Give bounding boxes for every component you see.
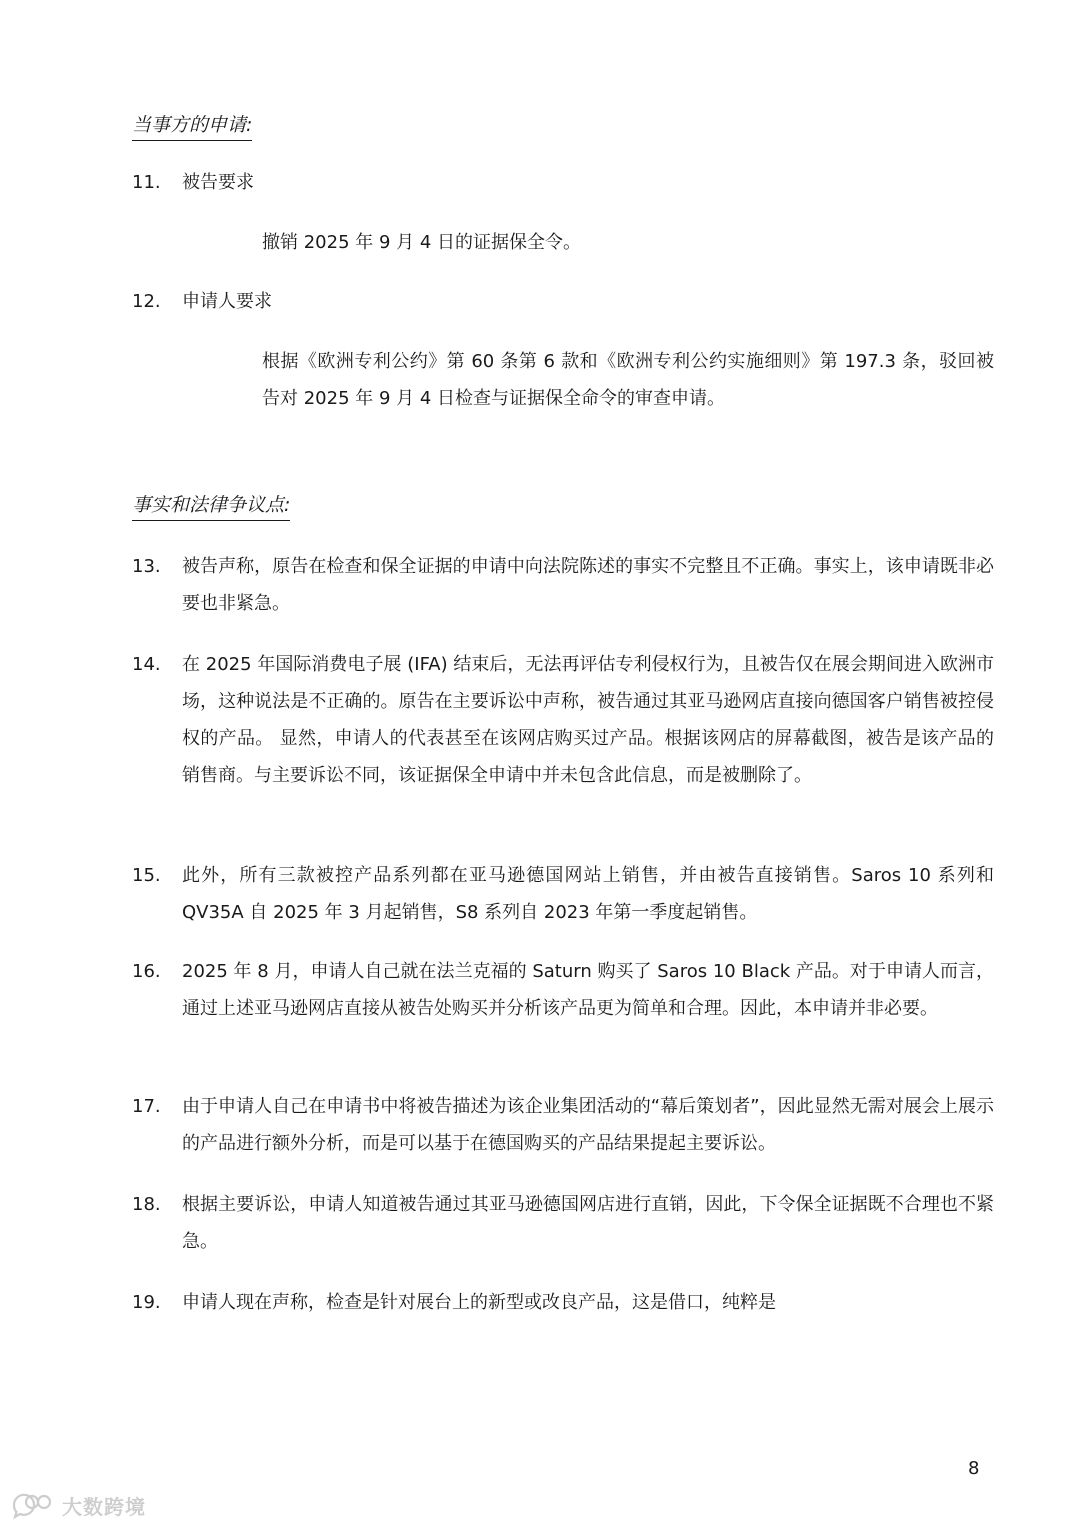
paragraph-number: 19. bbox=[132, 1292, 161, 1313]
paragraph-text: 被告要求 bbox=[182, 172, 254, 193]
watermark bbox=[10, 1490, 146, 1520]
paragraph-text: 申请人现在声称，检查是针对展台上的新型或改良产品，这是借口，纯粹是 bbox=[182, 1292, 776, 1313]
paragraph-text: 在 2025 年国际消费电子展 (IFA) 结束后，无法再评估专利侵权行为，且被告仅在展会期间进入欧洲市场，这种说法是不正确的。原告在主要诉讼中声称，被告通过其亚马逊网店直接向德国客户销售被控侵权的产品。 显然，申请人的代表甚至在该网店购买过产品。根据该网店的屏幕截图，被告是该产品的销售商。与主要诉讼不同，该证据保全申请中并未包含此信息，而是被删除了。 bbox=[182, 654, 994, 786]
paragraph-14 bbox=[132, 646, 994, 794]
paragraph-text: 根据主要诉讼，申请人知道被告通过其亚马逊德国网店进行直销，因此，下令保全证据既不合理也不紧急。 bbox=[182, 1194, 994, 1252]
paragraph-text: 此外，所有三款被控产品系列都在亚马逊德国网站上销售，并由被告直接销售。Saros 10 系列和 QV35A 自 2025 年 3 月起销售，S8 系列自 2023 年第一季度起销售。 bbox=[182, 865, 994, 923]
paragraph-number: 17. bbox=[132, 1096, 161, 1117]
paragraph-11 bbox=[132, 164, 994, 201]
paragraph-13 bbox=[132, 548, 994, 622]
paragraph-text: 被告声称，原告在检查和保全证据的申请中向法院陈述的事实不完整且不正确。事实上，该申请既非必要也非紧急。 bbox=[182, 556, 994, 614]
section-heading-facts: 事实和法律争议点: bbox=[132, 493, 290, 521]
paragraph-17 bbox=[132, 1088, 994, 1162]
paragraph-number: 15. bbox=[132, 865, 161, 886]
defendant-request-text: 撤销 2025 年 9 月 4 日的证据保全令。 bbox=[262, 232, 582, 253]
paragraph-19 bbox=[132, 1284, 994, 1321]
page-number: 8 bbox=[968, 1458, 980, 1479]
paragraph-number: 11. bbox=[132, 172, 161, 193]
paragraph-number: 12. bbox=[132, 291, 161, 312]
paragraph-15 bbox=[132, 857, 994, 931]
paragraph-text: 2025 年 8 月，申请人自己就在法兰克福的 Saturn 购买了 Saros 10 Black 产品。对于申请人而言，通过上述亚马逊网店直接从被告处购买并分析该产品更为简单和合理。因此，本申请并非必要。 bbox=[182, 961, 994, 1019]
paragraph-text: 由于申请人自己在申请书中将被告描述为该企业集团活动的“幕后策划者”，因此显然无需对展会上展示的产品进行额外分析，而是可以基于在德国购买的产品结果提起主要诉讼。 bbox=[182, 1096, 994, 1154]
paragraph-16 bbox=[132, 953, 994, 1027]
applicant-request-text: 根据《欧洲专利公约》第 60 条第 6 款和《欧洲专利公约实施细则》第 197.3 条，驳回被告对 2025 年 9 月 4 日检查与证据保全命令的审查申请。 bbox=[262, 351, 994, 409]
chat-bubbles-icon bbox=[10, 1490, 56, 1520]
paragraph-number: 16. bbox=[132, 961, 161, 982]
paragraph-number: 18. bbox=[132, 1194, 161, 1215]
paragraph-18 bbox=[132, 1186, 994, 1260]
paragraph-number: 13. bbox=[132, 556, 161, 577]
paragraph-number: 14. bbox=[132, 654, 161, 675]
paragraph-12 bbox=[132, 283, 994, 320]
paragraph-text: 申请人要求 bbox=[182, 291, 272, 312]
section-heading-requests: 当事方的申请: bbox=[132, 113, 252, 141]
watermark-text: 大数跨境 bbox=[62, 1494, 146, 1519]
